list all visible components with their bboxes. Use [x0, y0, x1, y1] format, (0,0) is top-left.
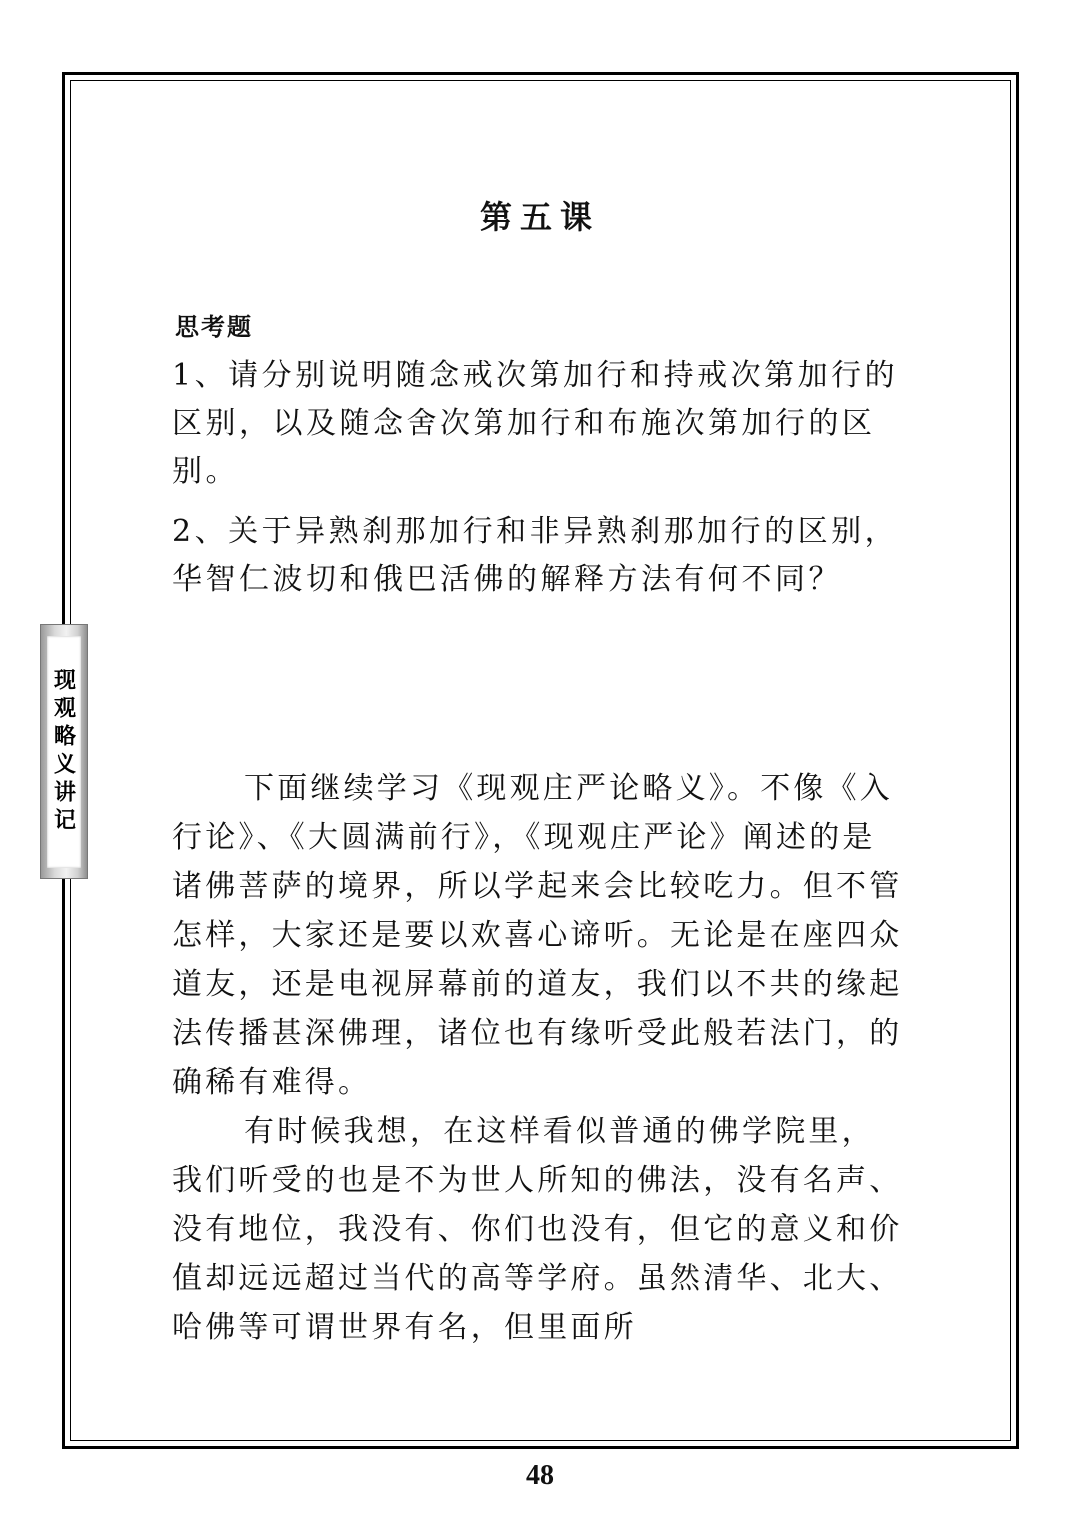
lesson-title: 第五课 — [479, 198, 600, 236]
side-tab — [40, 624, 88, 879]
body-text — [172, 764, 907, 1352]
paragraph: 下面继续学习《现观庄严论略义》。不像《入行论》、《大圆满前行》，《现观庄严论》阐述的是诸佛菩萨的境界，所以学起来会比较吃力。但不管怎样，大家还是要以欢喜心谛听。无论是在座四众道友，还是电视屏幕前的道友，我们以不共的缘起法传播甚深佛理，诸位也有缘听受此般若法门，的确稀有难得。 — [172, 771, 903, 1100]
side-tab-label: 现观略义讲记 — [50, 667, 77, 836]
page-number: 48 — [526, 1460, 554, 1491]
question-item: 1、请分别说明随念戒次第加行和持戒次第加行的区别，以及随念舍次第加行和布施次第加行的区别。 — [172, 358, 899, 489]
side-tab-inner — [47, 636, 81, 868]
section-heading: 思考题 — [175, 313, 253, 341]
paragraph: 有时候我想，在这样看似普通的佛学院里，我们听受的也是不为世人所知的佛法，没有名声、没有地位，我没有、你们也没有，但它的意义和价值却远远超过当代的高等学府。虽然清华、北大、哈佛等可谓世界有名，但里面所 — [172, 1114, 903, 1345]
question-item: 2、关于异熟刹那加行和非异熟刹那加行的区别，华智仁波切和俄巴活佛的解释方法有何不同？ — [172, 514, 899, 597]
